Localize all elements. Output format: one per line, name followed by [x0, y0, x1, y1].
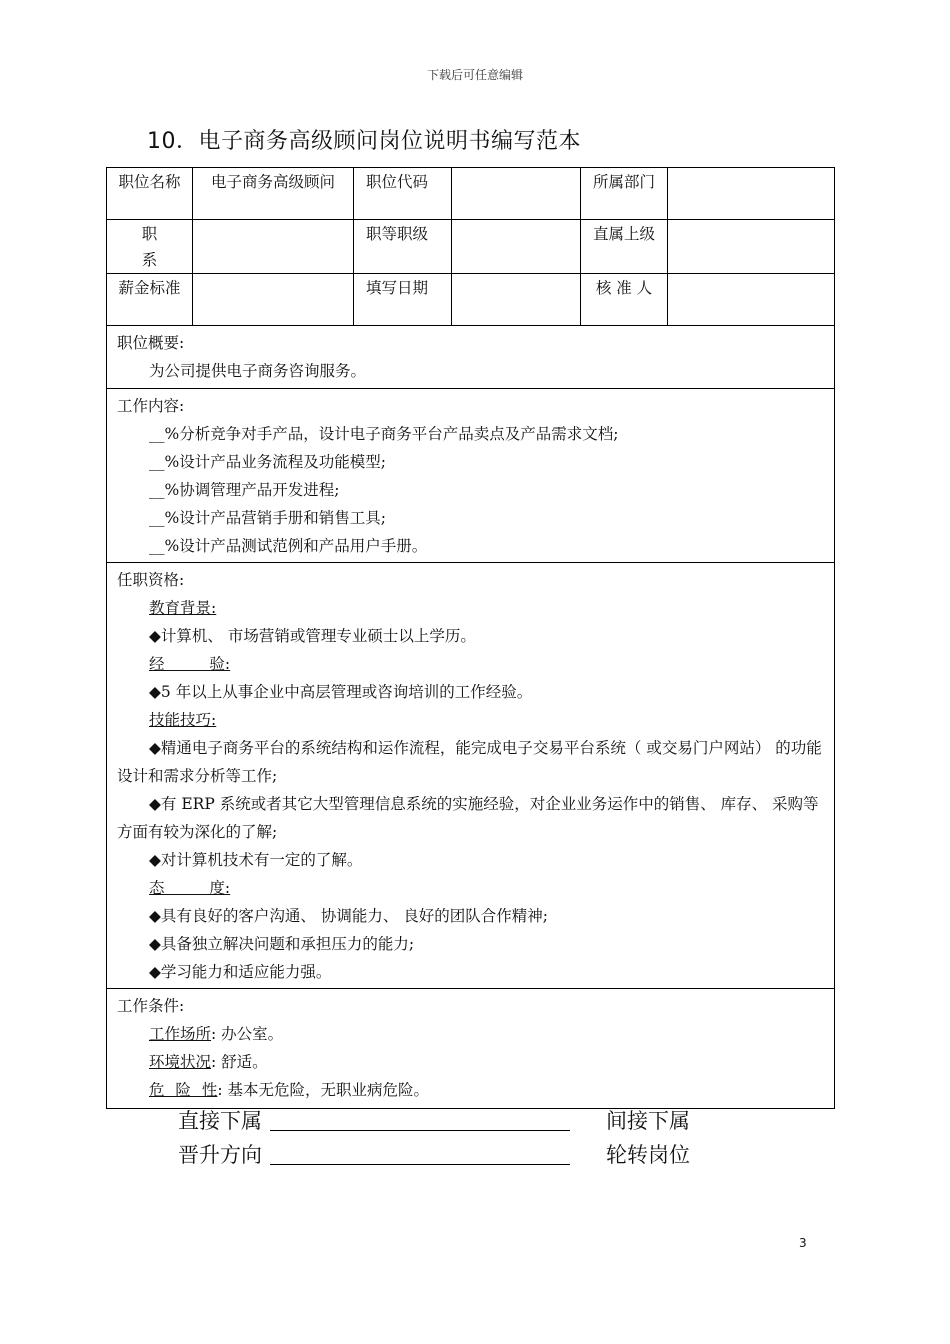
supervisor-value: [668, 220, 835, 274]
supervisor-label: 直属上级: [581, 220, 668, 274]
promotion-line: [270, 1164, 570, 1165]
footer-row: [178, 1139, 738, 1175]
list-item: __%设计产品测试范例和产品用户手册。: [149, 537, 428, 555]
approver-value: [668, 274, 835, 326]
education-label: 教育背景:: [149, 599, 217, 617]
qualifications-label: 任职资格:: [117, 571, 185, 589]
risk-label: 危 险 性: [149, 1081, 218, 1099]
summary-label: 职位概要:: [117, 334, 185, 352]
skills-label: 技能技巧:: [149, 711, 217, 729]
list-item: ◆具备独立解决问题和承担压力的能力;: [149, 935, 415, 953]
job-family-label: 职 系: [107, 220, 193, 274]
direct-reports-label: 直接下属: [178, 1109, 262, 1133]
experience-text: ◆5 年以上从事企业中高层管理或咨询培训的工作经验。: [149, 683, 533, 701]
environment-label: 环境状况: [149, 1053, 212, 1071]
footer-row: [178, 1105, 738, 1141]
experience-label: 经 验:: [149, 655, 231, 673]
attitude-label: 态 度:: [149, 879, 231, 897]
table-row: [107, 168, 835, 220]
table-row: [107, 274, 835, 326]
salary-label: 薪金标准: [107, 274, 193, 326]
header-note: 下载后可任意编辑: [426, 68, 523, 82]
list-item: ◆精通电子商务平台的系统结构和运作流程，能完成电子交易平台系统（ 或交易门户网站） 的功能设计和需求分析等工作;: [117, 739, 822, 785]
list-item: __%分析竞争对手产品，设计电子商务平台产品卖点及产品需求文档;: [149, 425, 619, 443]
education-text: ◆计算机、 市场营销或管理专业硕士以上学历。: [149, 627, 476, 645]
table-row: [107, 563, 835, 989]
page-number: 3: [799, 1236, 807, 1250]
workplace-label: 工作场所: [149, 1025, 212, 1043]
table-row: [107, 326, 835, 389]
list-item: __%设计产品业务流程及功能模型;: [149, 453, 386, 471]
fill-date-label: 填写日期: [354, 274, 452, 326]
table-row: [107, 989, 835, 1109]
promotion-label: 晋升方向: [178, 1143, 262, 1167]
environment-value: : 舒适。: [211, 1053, 268, 1071]
workplace-value: : 办公室。: [211, 1025, 284, 1043]
department-label: 所属部门: [581, 168, 668, 220]
position-code-label: 职位代码: [354, 168, 452, 220]
conditions-section: [107, 989, 835, 1109]
document-title: 10．电子商务高级顾问岗位说明书编写范本: [147, 129, 581, 154]
position-name-value: 电子商务高级顾问: [193, 168, 354, 220]
rotation-label: 轮转岗位: [606, 1143, 690, 1167]
list-item: ◆具有良好的客户沟通、 协调能力、 良好的团队合作精神;: [149, 907, 548, 925]
table-row: [107, 389, 835, 563]
fill-date-value: [452, 274, 581, 326]
table-row: [107, 220, 835, 274]
footer-fields: [178, 1105, 738, 1175]
duties-label: 工作内容:: [117, 397, 185, 415]
department-value: [668, 168, 835, 220]
list-item: ◆对计算机技术有一定的了解。: [149, 851, 363, 869]
summary-section: [107, 326, 835, 389]
indirect-reports-label: 间接下属: [606, 1109, 690, 1133]
list-item: ◆有 ERP 系统或者其它大型管理信息系统的实施经验，对企业业务运作中的销售、 库存、 采购等方面有较为深化的了解;: [117, 795, 819, 841]
position-name-label: 职位名称: [107, 168, 193, 220]
conditions-label: 工作条件:: [117, 997, 185, 1015]
qualifications-section: [107, 563, 835, 989]
direct-reports-line: [270, 1130, 570, 1131]
job-description-table: [106, 167, 835, 1109]
list-item: ◆学习能力和适应能力强。: [149, 963, 332, 981]
grade-value: [452, 220, 581, 274]
summary-text: 为公司提供电子商务咨询服务。: [149, 362, 367, 380]
list-item: __%协调管理产品开发进程;: [149, 481, 340, 499]
duties-section: [107, 389, 835, 563]
approver-label: 核 准 人: [581, 274, 668, 326]
grade-label: 职等职级: [354, 220, 452, 274]
list-item: __%设计产品营销手册和销售工具;: [149, 509, 386, 527]
position-code-value: [452, 168, 581, 220]
salary-value: [193, 274, 354, 326]
job-family-value: [193, 220, 354, 274]
risk-value: : 基本无危险，无职业病危险。: [217, 1081, 430, 1099]
